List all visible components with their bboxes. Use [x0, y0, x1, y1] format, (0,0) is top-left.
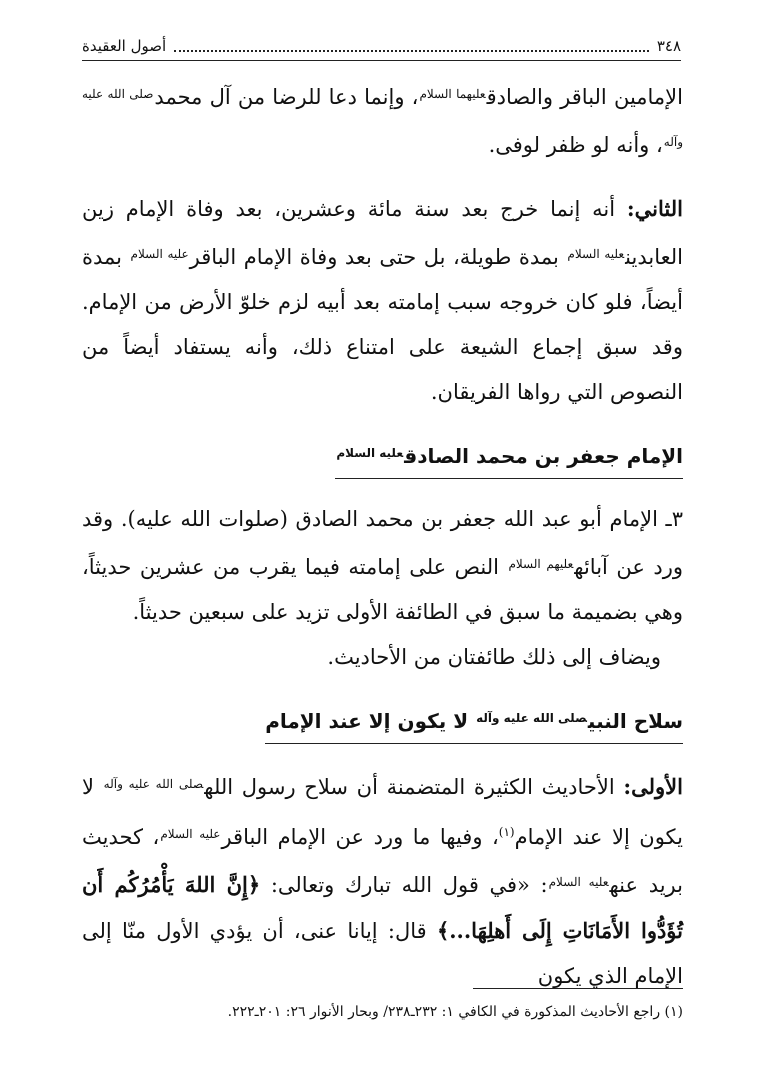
p2-lead: الثاني:	[626, 196, 683, 221]
honorific-as-dual: عليهما السلام	[419, 87, 486, 101]
footnote-rule	[473, 988, 683, 989]
page-number: ٣٤٨	[656, 37, 681, 55]
paragraph-3	[82, 497, 683, 635]
page-header	[82, 34, 681, 58]
p5-lead: الأولى:	[623, 774, 683, 799]
honorific-pbuh: صلى الله عليه وآله	[476, 711, 587, 725]
p5-text-f: قال: إيانا عنى، أن يؤدي الأول منّا إلى الإمام الذي يكون	[82, 919, 683, 988]
spacer	[82, 744, 683, 762]
p1-text-b: ، وإنما دعا للرضا من آل محمد	[154, 85, 419, 109]
footnote-marker[interactable]: (١)	[498, 825, 515, 839]
p4-text: ويضاف إلى ذلك طائفتان من الأحاديث.	[327, 645, 661, 669]
heading-2-text-a: سلاح النبي	[587, 709, 683, 733]
running-title: أصول العقيدة	[82, 37, 167, 55]
p2-text-a: أنه إنما خرج بعد سنة مائة وعشرين، بعد وفاة الإمام زين العابدين	[82, 197, 683, 269]
honorific-pbuh: صلى الله عليه وآله	[82, 87, 683, 149]
paragraph-1	[82, 72, 683, 168]
heading-1-text: الإمام جعفر بن محمد الصادق	[404, 444, 683, 468]
p1-text-a: الإمامين الباقر والصادق	[486, 85, 683, 109]
paragraph-2	[82, 186, 683, 415]
p5-text-d: ، كحديث بريد عنه	[82, 825, 683, 897]
p5-text-a: الأحاديث الكثيرة المتضمنة أن سلاح رسول الله	[204, 775, 615, 799]
honorific-as: عليه السلام	[548, 875, 609, 889]
footnote: (١) راجع الأحاديث المذكورة في الكافي ١: ٢٣٢ـ٢٣٨/ وبحار الأنوار ٢٦: ٢٠١ـ٢٢٢.	[227, 1004, 683, 1020]
spacer	[82, 479, 683, 497]
p1-text-c: ، وأنه لو ظفر لوفى.	[488, 133, 663, 157]
p3-text-a: ٣ـ الإمام أبو عبد الله جعفر بن محمد الصادق (صلوات الله عليه). وقد ورد عن آبائه	[82, 507, 683, 579]
p5-text-b: لا يكون إلا عند الإمام	[82, 775, 683, 849]
p5-text-c: ، وفيها ما ورد عن الإمام الباقر	[221, 825, 499, 849]
honorific-as: عليه السلام	[130, 247, 189, 261]
paragraph-4	[82, 635, 683, 680]
honorific-as-plural: عليهم السلام	[508, 557, 574, 571]
section-heading-sadiq	[335, 435, 683, 479]
p5-text-e: : «في قول الله تبارك وتعالى:	[270, 873, 548, 897]
page-body	[82, 72, 683, 999]
spacer	[82, 168, 683, 186]
quran-verse: ﴿إِنَّ اللهَ يَأْمُرُكُم أَن تُؤَدُّوا الأَمَانَاتِ إِلَى أَهلِهَا...﴾	[82, 872, 684, 943]
honorific-as: عليه السلام	[567, 247, 625, 261]
p2-text-c: بمدة أيضاً، فلو كان خروجه سبب إمامته بعد أبيه لزم خلوّ الأرض من الإمام. وقد سبق إجماع الشيعة على امتناع ذلك، وأنه يستفاد أيضاً من النصوص التي رواها الفريقان.	[82, 245, 683, 404]
heading-2-text-b: لا يكون إلا عند الإمام	[265, 709, 469, 733]
honorific-as: عليه السلام	[160, 827, 221, 841]
p2-text-b: بمدة طويلة، بل حتى بعد وفاة الإمام الباقر	[189, 245, 559, 269]
header-dot-leader	[174, 40, 649, 52]
honorific-pbuh: صلى الله عليه وآله	[103, 777, 204, 791]
section-heading-weapon	[265, 700, 683, 744]
paragraph-5	[82, 762, 683, 999]
honorific-as: عليه السلام	[336, 446, 404, 460]
header-rule	[82, 60, 681, 61]
p3-text-b: النص على إمامته فيما يقرب من عشرين حديثاً، وهي بضميمة ما سبق في الطائفة الأولى تزيد على سبعين حديثاً.	[82, 555, 683, 624]
